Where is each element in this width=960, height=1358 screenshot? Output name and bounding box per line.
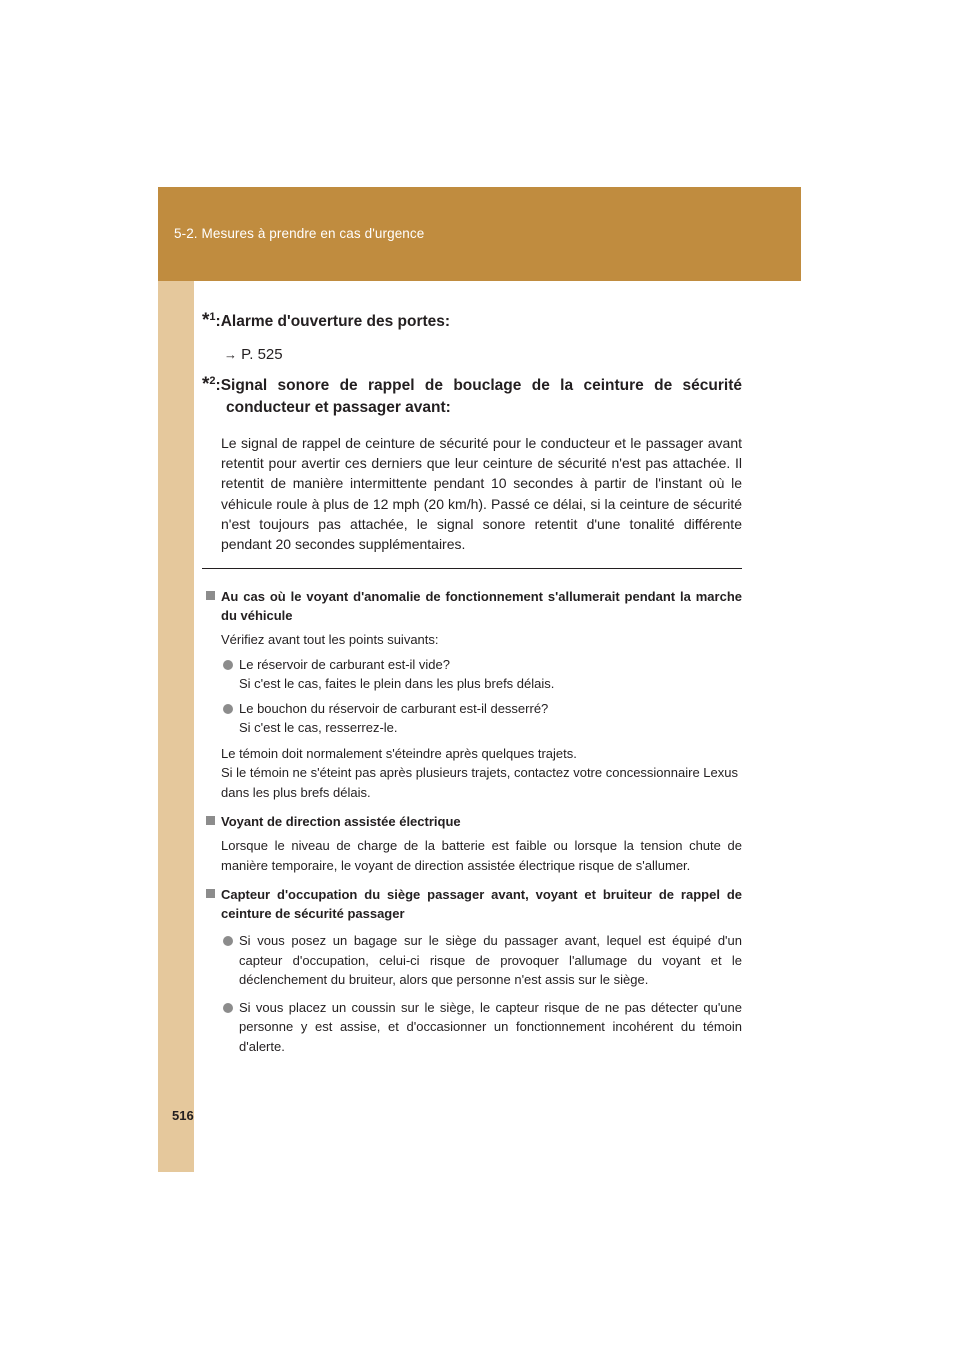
reference-link[interactable]: P. 525: [241, 346, 283, 363]
note-title: Voyant de direction assistée électrique: [202, 812, 742, 831]
page-content: [202, 300, 742, 1066]
circle-bullet-icon: [223, 1003, 233, 1013]
list-item: Si vous posez un bagage sur le siège du passager avant, lequel est équipé d'un capteur d'occupation, celui-ci risque de provoquer l'allumage du voyant et le déclenchement du bruiteur, alors que personne n'est assis sur le siège.: [202, 931, 742, 990]
circle-bullet-icon: [223, 660, 233, 670]
circle-bullet-icon: [223, 936, 233, 946]
note-closing: Le témoin doit normalement s'éteindre après quelques trajets. Si le témoin ne s'éteint pas après plusieurs trajets, contactez votre concessionnaire Lexus dans les plus brefs délais.: [221, 745, 738, 800]
arrow-right-icon: →: [224, 347, 237, 362]
section-header: 5-2. Mesures à prendre en cas d'urgence: [174, 226, 425, 241]
divider: [202, 568, 742, 569]
seatbelt-paragraph: Le signal de rappel de ceinture de sécurité pour le conducteur et le passager avant retentit pour avertir ces derniers que leur ceinture de sécurité n'est pas attachée. Il retentit de manière intermittente pendant 10 secondes à partir de l'instant où le véhicule roule à plus de 12 mph (20 km/h). Passé ce délai, si la ceinture de sécurité n'est toujours pas attachée, le signal sonore retentit d'une tonalité différente pendant 20 secondes supplémentaires.: [221, 435, 742, 553]
list-item: Le réservoir de carburant est-il vide? Si c'est le cas, faites le plein dans les plus brefs délais.: [202, 655, 742, 694]
page-reference: [224, 346, 742, 363]
door-alarm-heading: *$^1$:Alarme d'ouverture des portes:: [202, 310, 451, 331]
footnote-marker: *$^2$: [202, 374, 216, 395]
note-malfunction: [202, 587, 742, 802]
side-bar: [158, 187, 194, 1172]
note-steering: [202, 812, 742, 875]
note-title: Capteur d'occupation du siège passager avant, voyant et bruiteur de rappel de ceinture de sécurité passager: [202, 885, 742, 923]
square-bullet-icon: [206, 889, 215, 898]
seatbelt-heading: *$^2$:Signal sonore de rappel de bouclage de la ceinture de sécurité: [202, 374, 742, 395]
circle-bullet-icon: [223, 704, 233, 714]
note-text: Lorsque le niveau de charge de la batterie est faible ou lorsque la tension chute de manière temporaire, le voyant de direction assistée électrique risque de s'allumer.: [221, 838, 742, 873]
list-item: Si vous placez un coussin sur le siège, le capteur risque de ne pas détecter qu'une personne y est assise, et d'occasionner un fonctionnement incohérent du témoin d'alerte.: [202, 998, 742, 1057]
seatbelt-heading-cont: conducteur et passager avant:: [226, 399, 451, 416]
footnote-marker: *$^1$: [202, 310, 216, 331]
note-title: Au cas où le voyant d'anomalie de fonctionnement s'allumerait pendant la marche du véhicule: [202, 587, 742, 625]
list-item: Le bouchon du réservoir de carburant est-il desserré? Si c'est le cas, resserrez-le.: [202, 699, 742, 738]
square-bullet-icon: [206, 591, 215, 600]
note-intro: Vérifiez avant tout les points suivants:: [221, 632, 439, 648]
page-number: 516: [172, 1108, 194, 1123]
notes: [202, 587, 742, 1056]
square-bullet-icon: [206, 816, 215, 825]
note-occupancy: [202, 885, 742, 1056]
